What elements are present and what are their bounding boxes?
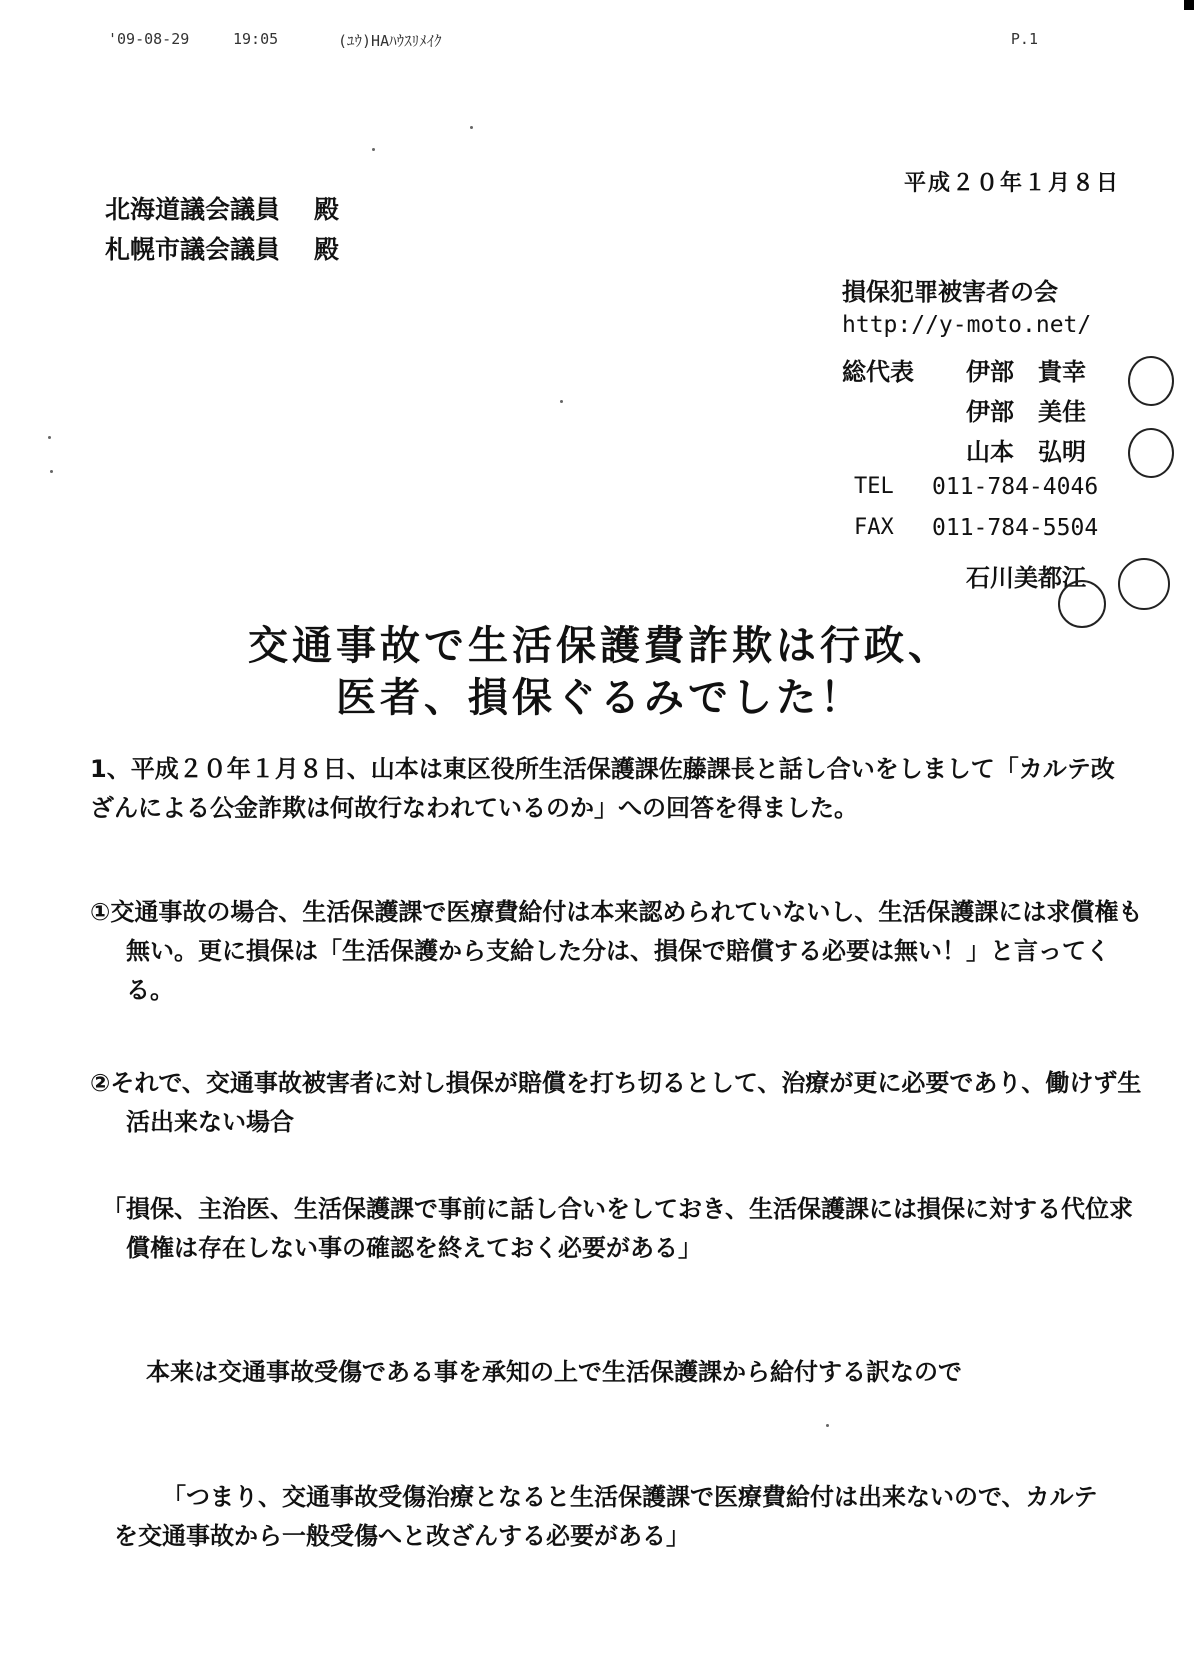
representative-title: 総代表 [842,358,914,386]
fax-sender: (ﾕｳ)HAﾊｳｽﾘﾒｲｸ [338,32,442,50]
fax-page-number: P.1 [1010,30,1038,48]
body-paragraph: ①交通事故の場合、生活保護課で医療費給付は本来認められていないし、生活保護課には求償権も無い。更に損保は「生活保護から支給した分は、損保で賠償する必要は無い！」と言ってくる。 [90,898,1143,1004]
document-date: 平成２０年１月８日 [903,171,1120,196]
seal-stamp [1128,428,1174,478]
scan-speck [372,148,375,151]
addressee [105,190,339,230]
scan-speck [48,436,51,439]
scan-speck [470,126,473,129]
body-paragraph: 「つまり、交通事故受傷治療となると生活保護課で医療費給付は出来ないので、カルテを交通事故から一般受傷へと改ざんする必要がある」 [114,1483,1098,1550]
sender-organization: 損保犯罪被害者の会 [842,278,1058,306]
body-paragraph: 1、平成２０年１月８日、山本は東区役所生活保護課佐藤課長と話し合いをしまして「カルテ改ざんによる公金詐欺は何故行なわれているのか」への回答を得ました。 [90,755,1115,822]
seal-stamp [1128,356,1174,406]
scan-speck [1184,0,1194,10]
title-line: 交通事故で生活保護費詐欺は行政、 [248,623,952,669]
sender-name: 山本 弘明 [966,438,1086,466]
scan-speck [560,400,563,403]
scan-speck [826,1424,829,1427]
fax-number: 011-784-5504 [932,515,1099,541]
document-title [0,620,1200,724]
addressee-name: 北海道議会議員 [105,195,281,224]
addressee-honorific: 殿 [314,195,340,224]
sender-name: 伊部 美佳 [966,398,1086,426]
sender-name: 伊部 貴幸 [966,358,1086,386]
tel-number: 011-784-4046 [932,474,1099,500]
sender-name: 石川美都江 [966,564,1086,592]
title-line: 医者、損保ぐるみでした！ [336,675,864,721]
fax-transmission-header [108,30,1038,54]
fax-label: FAX [854,515,894,540]
addressee-honorific: 殿 [314,235,340,264]
scan-speck [50,470,53,473]
body-paragraph: 「損保、主治医、生活保護課で事前に話し合いをしておき、生活保護課には損保に対する代位求償権は存在しない事の確認を終えておく必要がある」 [102,1195,1134,1262]
addressee-name: 札幌市議会議員 [105,235,281,264]
seal-stamp [1118,558,1170,610]
fax-time: 19:05 [233,30,279,48]
fax-date: '09-08-29 [108,30,190,48]
tel-label: TEL [854,474,894,499]
addressee [105,230,339,270]
addressee-block [105,190,339,270]
sender-url: http://y-moto.net/ [842,312,1092,338]
body-paragraph: 本来は交通事故受傷である事を承知の上で生活保護課から給付する訳なので [146,1358,962,1386]
body-paragraph: ②それで、交通事故被害者に対し損保が賠償を打ち切るとして、治療が更に必要であり、働けず生活出来ない場合 [90,1069,1142,1136]
